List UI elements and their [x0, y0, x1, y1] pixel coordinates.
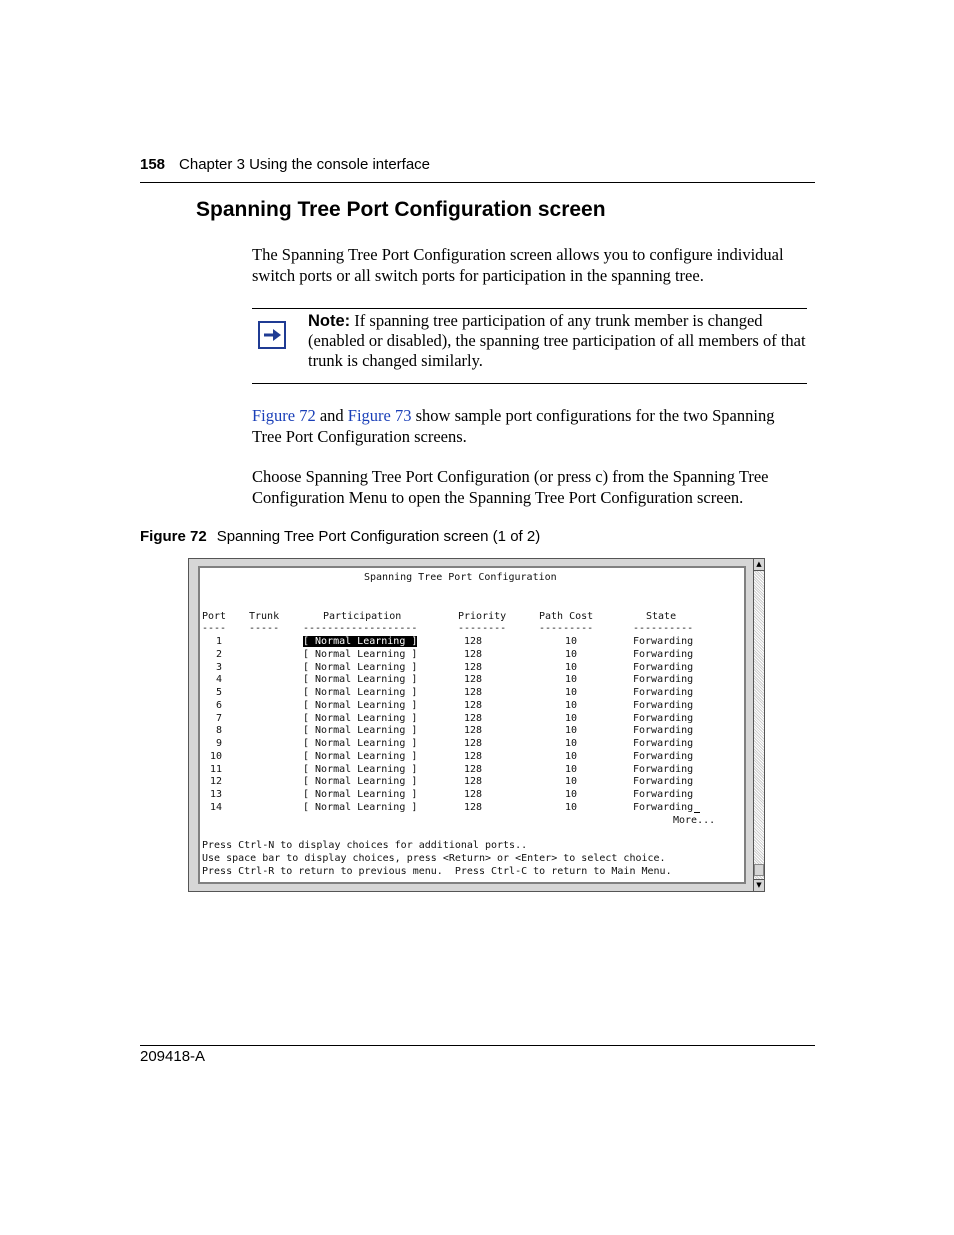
row-state: Forwarding	[633, 649, 694, 660]
page-number: 158	[140, 156, 166, 173]
row-port: 3	[215, 662, 222, 673]
row-port: 10	[209, 751, 222, 762]
row-priority: 128	[464, 776, 483, 787]
refs-rest: show sample port configurations for the two Spanning Tree Port Configuration screens.	[252, 406, 775, 446]
console-scrollbar[interactable]	[753, 558, 765, 892]
row-state: Forwarding	[633, 687, 694, 698]
col-dash-participation: -------------------	[303, 623, 418, 634]
row-path-cost: 10	[565, 764, 578, 775]
row-state-text: Forwarding	[633, 802, 694, 813]
row-path-cost: 10	[565, 789, 578, 800]
figure-refs-paragraph	[252, 406, 807, 447]
row-participation-field[interactable]: [ Normal Learning ]	[303, 738, 418, 749]
row-state: Forwarding	[633, 636, 694, 647]
row-port: 13	[209, 789, 222, 800]
row-priority: 128	[464, 674, 483, 685]
row-priority: 128	[464, 713, 483, 724]
row-priority: 128	[464, 764, 483, 775]
row-state: Forwarding	[633, 700, 694, 711]
row-participation-field[interactable]: [ Normal Learning ]	[303, 802, 418, 813]
row-port: 14	[209, 802, 222, 813]
row-state: Forwarding	[633, 674, 694, 685]
text-cursor	[694, 812, 700, 813]
scroll-up-arrow-icon[interactable]: ▲	[754, 559, 764, 571]
header-rule	[140, 182, 815, 183]
row-priority: 128	[464, 662, 483, 673]
row-participation-field[interactable]: [ Normal Learning ]	[303, 687, 418, 698]
row-participation-field[interactable]: [ Normal Learning ]	[303, 662, 418, 673]
row-port: 6	[215, 700, 222, 711]
row-port: 11	[209, 764, 222, 775]
col-dash-state: ----------	[633, 623, 694, 634]
col-header-priority: Priority	[458, 611, 507, 622]
row-participation-field[interactable]: [ Normal Learning ]	[303, 751, 418, 762]
col-dash-priority: --------	[458, 623, 507, 634]
row-participation-field[interactable]: [ Normal Learning ]	[303, 764, 418, 775]
document-number: 209418-A	[140, 1048, 206, 1065]
row-path-cost: 10	[565, 725, 578, 736]
refs-and: and	[315, 406, 348, 425]
choose-paragraph: Choose Spanning Tree Port Configuration (or press c) from the Spanning Tree Configuration Menu to open the Spanning Tree Port Configuration screen.	[252, 467, 769, 507]
row-path-cost: 10	[565, 738, 578, 749]
row-path-cost: 10	[565, 713, 578, 724]
row-port: 12	[209, 776, 222, 787]
row-state: Forwarding	[633, 713, 694, 724]
row-path-cost: 10	[565, 700, 578, 711]
row-priority: 128	[464, 802, 483, 813]
note-body: If spanning tree participation of any trunk member is changed (enabled or disabled), the spanning tree participation of all members of that trunk is changed similarly.	[308, 311, 806, 370]
col-header-participation: Participation	[323, 611, 402, 622]
row-state: Forwarding	[633, 789, 694, 800]
row-participation-field[interactable]: [ Normal Learning ]	[303, 674, 418, 685]
help-line-3: Press Ctrl-R to return to previous menu. Press Ctrl-C to return to Main Menu.	[202, 866, 672, 877]
row-priority: 128	[464, 636, 483, 647]
chapter-title: Chapter 3 Using the console interface	[179, 156, 431, 173]
row-participation-field[interactable]: [ Normal Learning ]	[303, 700, 418, 711]
col-header-state: State	[646, 611, 677, 622]
row-participation-field[interactable]: [ Normal Learning ]	[303, 636, 418, 647]
scroll-down-arrow-icon[interactable]: ▼	[754, 879, 764, 891]
col-dash-path-cost: ---------	[539, 623, 594, 634]
row-path-cost: 10	[565, 802, 578, 813]
row-state: Forwarding	[633, 776, 694, 787]
note-top-rule	[252, 308, 807, 309]
row-port: 7	[215, 713, 222, 724]
row-participation-field[interactable]: [ Normal Learning ]	[303, 789, 418, 800]
figure-73-link[interactable]: Figure 73	[347, 406, 412, 425]
figure-caption	[140, 528, 540, 545]
row-priority: 128	[464, 687, 483, 698]
figure-72-link[interactable]: Figure 72	[252, 406, 316, 425]
row-state: Forwarding	[633, 751, 694, 762]
row-state: Forwarding	[633, 764, 694, 775]
row-path-cost: 10	[565, 687, 578, 698]
row-port: 5	[215, 687, 222, 698]
figure-caption-text: Spanning Tree Port Configuration screen (1 of 2)	[216, 528, 541, 545]
note-bottom-rule	[252, 383, 807, 384]
intro-paragraph: The Spanning Tree Port Configuration screen allows you to configure individual switch ports or all switch ports for participation in the spanning tree.	[252, 245, 784, 285]
row-port: 8	[215, 725, 222, 736]
row-port: 2	[215, 649, 222, 660]
scroll-thumb[interactable]	[754, 864, 764, 876]
row-path-cost: 10	[565, 776, 578, 787]
row-priority: 128	[464, 738, 483, 749]
row-priority: 128	[464, 789, 483, 800]
col-header-trunk: Trunk	[249, 611, 280, 622]
row-path-cost: 10	[565, 649, 578, 660]
col-dash-trunk: -----	[249, 623, 280, 634]
running-header	[140, 156, 430, 173]
row-priority: 128	[464, 649, 483, 660]
row-participation-field[interactable]: [ Normal Learning ]	[303, 649, 418, 660]
row-state: Forwarding	[633, 738, 694, 749]
help-line-1: Press Ctrl-N to display choices for additional ports..	[202, 840, 528, 851]
note-label: Note:	[308, 312, 351, 330]
footer-rule	[140, 1045, 815, 1046]
row-state	[633, 802, 700, 813]
row-port: 4	[215, 674, 222, 685]
section-title: Spanning Tree Port Configuration screen	[196, 198, 606, 221]
row-path-cost: 10	[565, 674, 578, 685]
row-path-cost: 10	[565, 751, 578, 762]
row-state: Forwarding	[633, 662, 694, 673]
row-path-cost: 10	[565, 636, 578, 647]
row-port: 1	[215, 636, 222, 647]
arrow-right-icon	[258, 321, 286, 349]
figure-label: Figure 72	[140, 528, 207, 545]
row-port: 9	[215, 738, 222, 749]
help-line-2: Use space bar to display choices, press <Return> or <Enter> to select choice.	[202, 853, 666, 864]
col-header-port: Port	[202, 611, 227, 622]
row-participation-field[interactable]: [ Normal Learning ]	[303, 725, 418, 736]
col-header-path-cost: Path Cost	[539, 611, 594, 622]
more-indicator: More...	[673, 815, 716, 826]
row-state: Forwarding	[633, 725, 694, 736]
console-title: Spanning Tree Port Configuration	[364, 572, 557, 583]
row-priority: 128	[464, 700, 483, 711]
row-priority: 128	[464, 725, 483, 736]
row-participation-field[interactable]: [ Normal Learning ]	[303, 776, 418, 787]
row-priority: 128	[464, 751, 483, 762]
note-text	[308, 311, 808, 371]
col-dash-port: ----	[202, 623, 227, 634]
row-participation-field[interactable]: [ Normal Learning ]	[303, 713, 418, 724]
row-path-cost: 10	[565, 662, 578, 673]
